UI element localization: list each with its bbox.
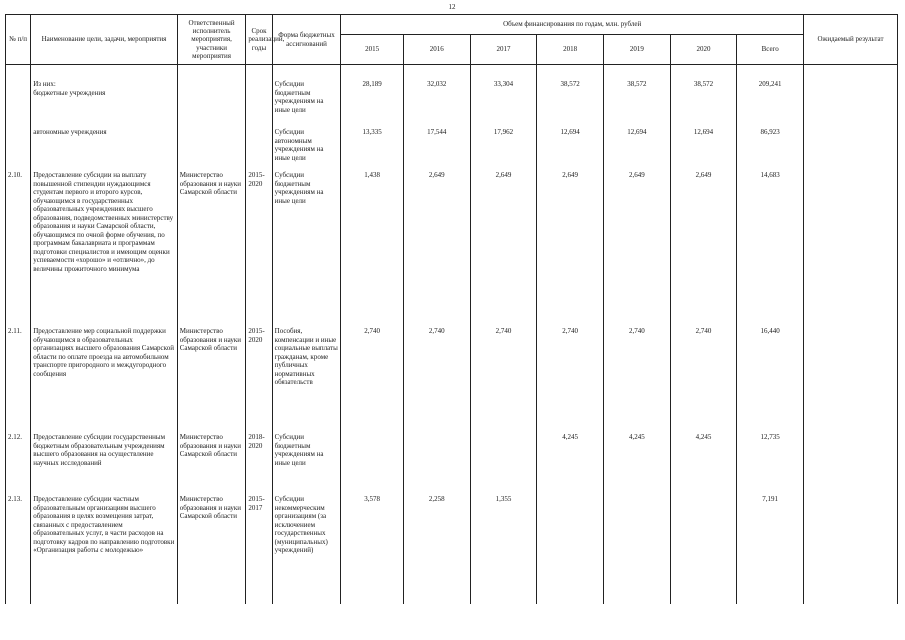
row-result: [804, 79, 898, 127]
row-name: Предоставление мер социальной поддержки обучающимся в образовательных организациях высшего образования Самарской области по оплате проезда на автомобильном транспорте пригородного и междугородного сообщения: [31, 326, 177, 432]
row-result: [804, 170, 898, 326]
row-term: [246, 79, 272, 127]
row-name: автономные учреждения: [31, 127, 177, 170]
row-name: Из них: бюджетные учреждения: [31, 79, 177, 127]
row-form: Субсидии бюджетным учреждениям на иные цели: [272, 79, 341, 127]
row-result: [804, 127, 898, 170]
row-executor: Министерство образования и науки Самарской области: [177, 494, 246, 604]
row-value-2017: [470, 432, 537, 494]
row-form: Субсидии бюджетным учреждениям на иные цели: [272, 170, 341, 326]
row-value-2016: [403, 432, 470, 494]
row-result: [804, 494, 898, 604]
row-value-2016: 32,032: [403, 79, 470, 127]
row-value-2020: 2,740: [670, 326, 737, 432]
row-value-2020: 38,572: [670, 79, 737, 127]
row-value-2017: 2,649: [470, 170, 537, 326]
header-executor: Ответственный исполнитель мероприятия, участники мероприятия: [177, 15, 246, 65]
page-number: 12: [448, 3, 456, 11]
header-num: № п/п: [6, 15, 31, 65]
row-value-2015: 13,335: [341, 127, 404, 170]
header-result: Ожидаемый результат: [804, 15, 898, 65]
row-value-2018: 38,572: [537, 79, 604, 127]
table-row: [6, 170, 898, 326]
row-name: Предоставление субсидии частным образовательным организациям высшего образования в целях возмещения затрат, связанных с предоставлением образовательных услуг, в части расходов на подготовку кадров по направлению подготовки «Организация работы с молодежью»: [31, 494, 177, 604]
row-value-2015: 3,578: [341, 494, 404, 604]
header-year-2017: 2017: [470, 35, 537, 65]
row-value-2019: 4,245: [603, 432, 670, 494]
row-value-2018: 2,740: [537, 326, 604, 432]
row-executor: Министерство образования и науки Самарской области: [177, 170, 246, 326]
row-value-2016: 17,544: [403, 127, 470, 170]
row-value-2017: 1,355: [470, 494, 537, 604]
row-value-2018: [537, 494, 604, 604]
row-value-2018: 2,649: [537, 170, 604, 326]
row-num: [6, 127, 31, 170]
row-value-2015: 1,438: [341, 170, 404, 326]
row-result: [804, 326, 898, 432]
header-year-2018: 2018: [537, 35, 604, 65]
table-row: [6, 326, 898, 432]
row-name: Предоставление субсидии на выплату повышенной стипендии нуждающимся студентам первого и второго курсов, обучающимся в государственных образовательных учреждениях высшего образования, подведомственных министерству образования и науки Самарской области, обучающимся по очной форме обучения, по программам бакалавриата и программам подготовки специалистов и имеющим оценки успеваемости «хорошо» и «отлично», до величины прожиточного минимума: [31, 170, 177, 326]
funding-table: [5, 14, 898, 604]
header-funding-group: Объем финансирования по годам, млн. рублей: [341, 15, 804, 35]
row-num: 2.11.: [6, 326, 31, 432]
row-result: [804, 432, 898, 494]
row-value-2020: 12,694: [670, 127, 737, 170]
row-value-2020: [670, 494, 737, 604]
row-value-total: 16,440: [737, 326, 804, 432]
row-value-2019: 2,649: [603, 170, 670, 326]
row-value-2019: 12,694: [603, 127, 670, 170]
row-value-2017: 33,304: [470, 79, 537, 127]
header-year-2016: 2016: [403, 35, 470, 65]
row-num: 2.10.: [6, 170, 31, 326]
header-year-2019: 2019: [603, 35, 670, 65]
row-executor: [177, 127, 246, 170]
row-value-2020: 4,245: [670, 432, 737, 494]
row-form: Субсидии бюджетным учреждениям на иные цели: [272, 432, 341, 494]
row-term: 2015-2017: [246, 494, 272, 604]
row-value-2016: 2,740: [403, 326, 470, 432]
row-value-total: 86,923: [737, 127, 804, 170]
row-executor: Министерство образования и науки Самарской области: [177, 432, 246, 494]
row-value-2020: 2,649: [670, 170, 737, 326]
header-name: Наименование цели, задачи, мероприятия: [31, 15, 177, 65]
row-value-total: 14,683: [737, 170, 804, 326]
row-value-2017: 17,962: [470, 127, 537, 170]
row-form: Пособия, компенсации и иные социальные выплаты гражданам, кроме публичных нормативных обязательств: [272, 326, 341, 432]
row-value-2016: 2,258: [403, 494, 470, 604]
row-executor: Министерство образования и науки Самарской области: [177, 326, 246, 432]
row-executor: [177, 79, 246, 127]
table-row: [6, 127, 898, 170]
row-value-2018: 12,694: [537, 127, 604, 170]
row-value-2019: 2,740: [603, 326, 670, 432]
row-value-2015: 2,740: [341, 326, 404, 432]
table-row: [6, 432, 898, 494]
row-value-2016: 2,649: [403, 170, 470, 326]
row-value-total: 7,191: [737, 494, 804, 604]
row-value-total: 12,735: [737, 432, 804, 494]
row-value-2017: 2,740: [470, 326, 537, 432]
header-total: Всего: [737, 35, 804, 65]
row-term: 2015-2020: [246, 326, 272, 432]
row-num: 2.12.: [6, 432, 31, 494]
table-row: [6, 494, 898, 604]
row-value-2018: 4,245: [537, 432, 604, 494]
table-row: [6, 79, 898, 127]
row-num: [6, 79, 31, 127]
row-value-2015: 28,189: [341, 79, 404, 127]
row-value-2019: 38,572: [603, 79, 670, 127]
row-term: [246, 127, 272, 170]
header-form: Форма бюджетных ассигнований: [272, 15, 341, 65]
row-value-2019: [603, 494, 670, 604]
row-form: Субсидии некоммерческим организациям (за исключением государственных (муниципальных) учреждений): [272, 494, 341, 604]
row-term: 2018-2020: [246, 432, 272, 494]
row-value-2015: [341, 432, 404, 494]
row-name: Предоставление субсидии государственным бюджетным образовательным учреждениям высшего образования на осуществление научных исследований: [31, 432, 177, 494]
header-term: Срок реализации, годы: [246, 15, 272, 65]
header-year-2020: 2020: [670, 35, 737, 65]
row-term: 2015-2020: [246, 170, 272, 326]
row-num: 2.13.: [6, 494, 31, 604]
row-value-total: 209,241: [737, 79, 804, 127]
row-form: Субсидии автономным учреждениям на иные цели: [272, 127, 341, 170]
table-spacer: [6, 65, 898, 80]
header-year-2015: 2015: [341, 35, 404, 65]
